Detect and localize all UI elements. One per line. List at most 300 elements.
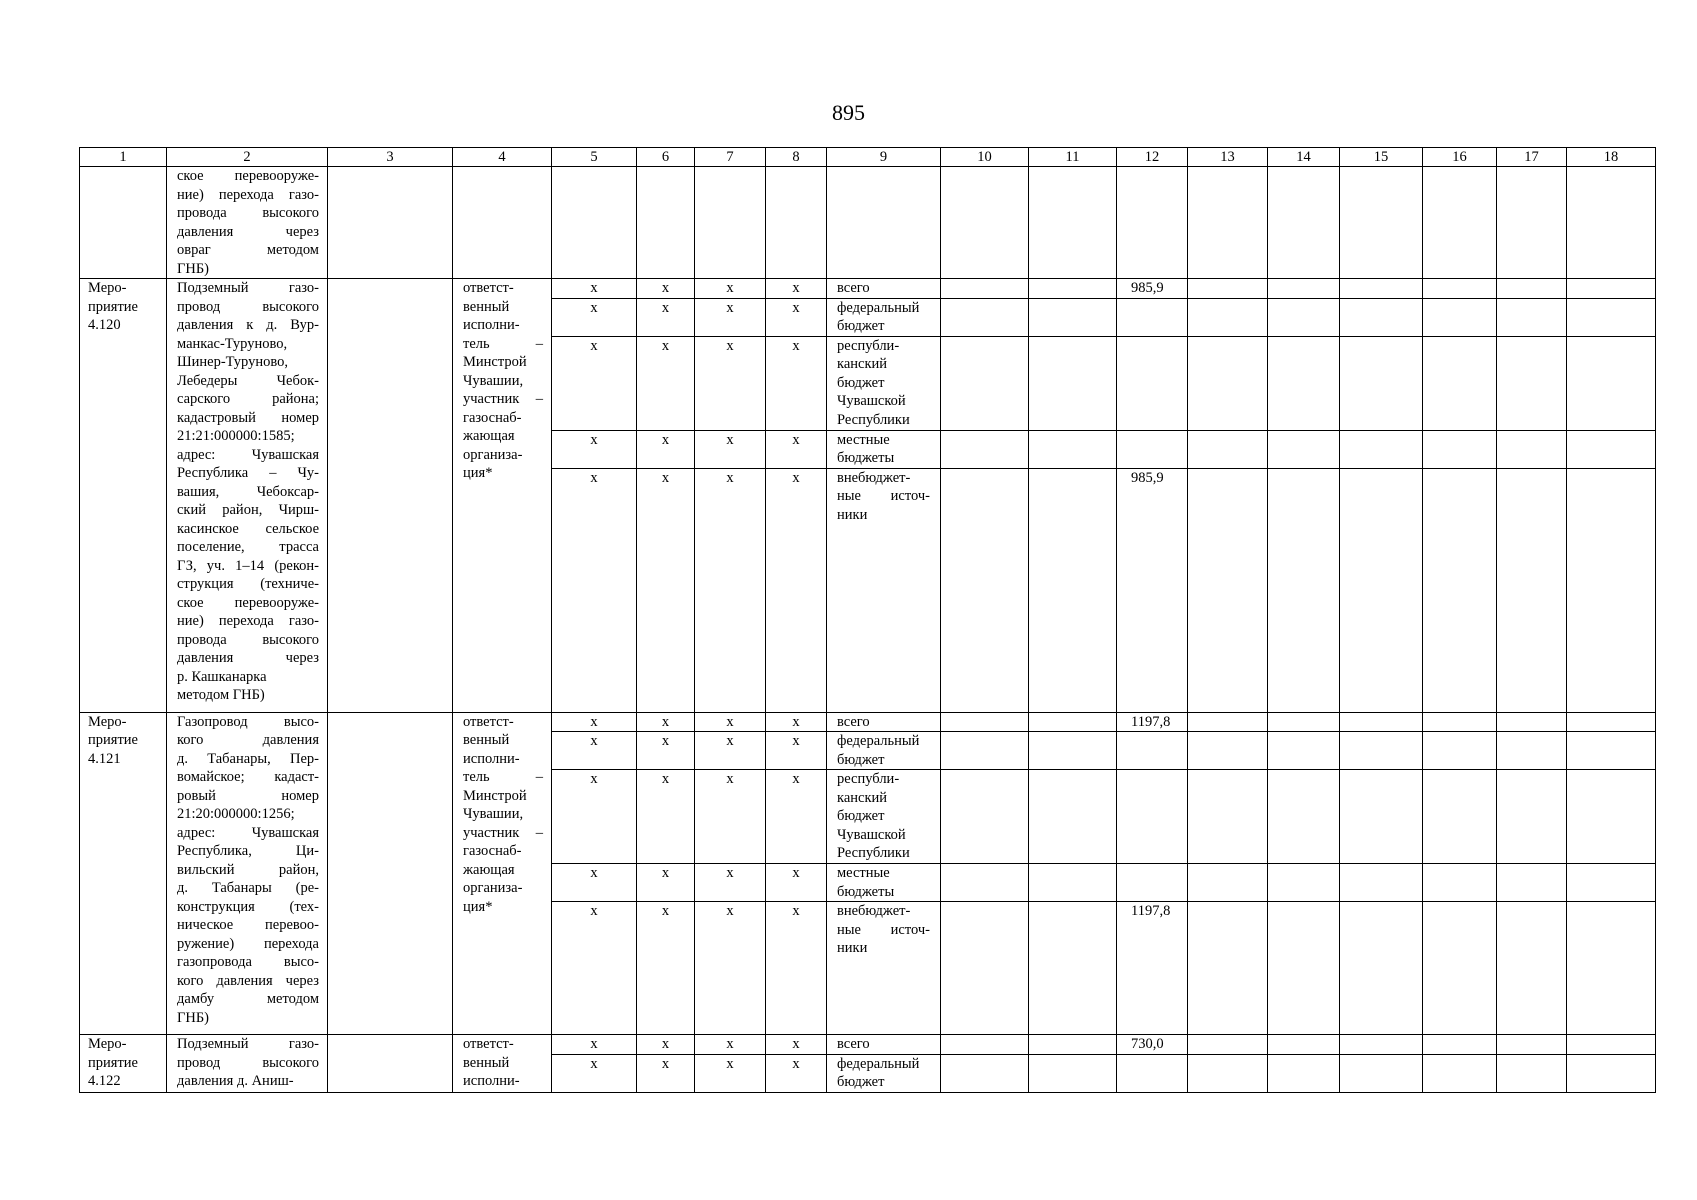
- column-header: 15: [1340, 148, 1423, 167]
- column-header: 18: [1567, 148, 1656, 167]
- empty-cell: [1029, 430, 1117, 468]
- funding-source-cell: [827, 712, 941, 732]
- responsible-cell: [453, 1035, 552, 1093]
- text-line: ский район, Чирш-: [177, 502, 319, 518]
- funding-source-cell: [827, 864, 941, 902]
- text-line: венный: [463, 732, 510, 748]
- empty-cell: [941, 770, 1029, 864]
- text-line: поселение, трасса: [177, 539, 319, 555]
- x-mark-cell: х: [766, 1054, 827, 1092]
- empty-cell: [1268, 712, 1340, 732]
- text-line: Чувашской: [837, 393, 906, 409]
- empty-cell: [328, 279, 453, 713]
- event-description-cell: [167, 1035, 328, 1093]
- text-line: бюджеты: [837, 883, 895, 900]
- column-header: 7: [695, 148, 766, 167]
- empty-cell: [1567, 336, 1656, 430]
- text-line: Подземный газо-: [177, 1036, 319, 1052]
- empty-cell: [1188, 864, 1268, 902]
- header-row: [80, 148, 1656, 167]
- amount-cell: [1117, 430, 1188, 468]
- empty-cell: [1567, 1054, 1656, 1092]
- funding-source-cell: [827, 336, 941, 430]
- amount-cell: 730,0: [1117, 1035, 1188, 1055]
- funding-source-cell: [827, 770, 941, 864]
- text-line: ные источ-: [837, 488, 930, 504]
- empty-cell: [552, 167, 637, 279]
- amount-cell: [1117, 336, 1188, 430]
- empty-cell: [941, 298, 1029, 336]
- x-mark-cell: х: [552, 336, 637, 430]
- empty-cell: [1340, 167, 1423, 279]
- empty-cell: [1567, 1035, 1656, 1055]
- x-mark-cell: х: [552, 430, 637, 468]
- empty-cell: [1497, 1035, 1567, 1055]
- text-line: давления через: [177, 223, 319, 240]
- text-line: кадастровый номер: [177, 409, 319, 426]
- text-line: венный: [463, 1054, 510, 1071]
- column-header: 1: [80, 148, 167, 167]
- event-id-cell: [80, 279, 167, 713]
- x-mark-cell: х: [637, 902, 695, 1035]
- x-mark-cell: х: [637, 864, 695, 902]
- x-mark-cell: х: [552, 712, 637, 732]
- x-mark-cell: х: [695, 902, 766, 1035]
- empty-cell: [1188, 712, 1268, 732]
- text-line: Республика, Ци-: [177, 843, 319, 859]
- x-mark-cell: х: [695, 336, 766, 430]
- event-id-cell: [80, 167, 167, 279]
- x-mark-cell: х: [552, 770, 637, 864]
- x-mark-cell: х: [766, 468, 827, 712]
- text-line: республи-: [837, 337, 900, 354]
- empty-cell: [1423, 167, 1497, 279]
- text-line: газопровода высо-: [177, 954, 319, 970]
- text-line: давления через: [177, 650, 319, 666]
- column-header: 16: [1423, 148, 1497, 167]
- text-line: 4.121: [88, 750, 121, 767]
- x-mark-cell: х: [637, 1035, 695, 1055]
- x-mark-cell: х: [695, 298, 766, 336]
- empty-cell: [941, 732, 1029, 770]
- empty-cell: [941, 1035, 1029, 1055]
- empty-cell: [941, 1054, 1029, 1092]
- text-line: всего: [837, 1036, 870, 1052]
- text-line: ское перевооруже-: [177, 168, 319, 184]
- empty-cell: [1188, 732, 1268, 770]
- empty-cell: [1423, 902, 1497, 1035]
- empty-cell: [1268, 902, 1340, 1035]
- text-line: ГНБ): [177, 260, 210, 277]
- event-id-cell: [80, 712, 167, 1035]
- text-line: Меро-: [88, 1036, 127, 1052]
- text-line: республи-: [837, 771, 900, 787]
- empty-cell: [941, 279, 1029, 299]
- x-mark-cell: х: [766, 279, 827, 299]
- empty-cell: [1268, 1054, 1340, 1092]
- column-header: 11: [1029, 148, 1117, 167]
- empty-cell: [1268, 770, 1340, 864]
- column-header: 2: [167, 148, 328, 167]
- text-line: ние) перехода газо-: [177, 613, 319, 629]
- text-line: Лебедеры Чебок-: [177, 372, 319, 389]
- text-line: ровый номер: [177, 787, 319, 804]
- empty-cell: [1497, 298, 1567, 336]
- text-line: местные: [837, 431, 890, 448]
- empty-cell: [1567, 732, 1656, 770]
- text-line: исполни-: [463, 317, 520, 333]
- text-line: внебюджет-: [837, 469, 911, 486]
- text-line: кого давления: [177, 732, 319, 748]
- text-line: федеральный: [837, 299, 920, 316]
- text-line: ответст-: [463, 280, 514, 296]
- empty-cell: [1268, 336, 1340, 430]
- text-line: ГЗ, уч. 1–14 (рекон-: [177, 557, 319, 574]
- empty-cell: [1497, 902, 1567, 1035]
- text-line: кого давления через: [177, 972, 319, 989]
- empty-cell: [1423, 468, 1497, 712]
- empty-cell: [1029, 167, 1117, 279]
- text-line: Минстрой: [463, 787, 527, 804]
- column-header: 4: [453, 148, 552, 167]
- x-mark-cell: х: [766, 336, 827, 430]
- text-line: р. Кашканарка: [177, 668, 267, 685]
- x-mark-cell: х: [637, 712, 695, 732]
- text-line: ные источ-: [837, 921, 930, 938]
- text-line: Чувашии,: [463, 806, 524, 822]
- x-mark-cell: х: [637, 770, 695, 864]
- text-line: 4.120: [88, 317, 121, 333]
- empty-cell: [1340, 1054, 1423, 1092]
- empty-cell: [1188, 902, 1268, 1035]
- x-mark-cell: х: [766, 902, 827, 1035]
- column-header: 14: [1268, 148, 1340, 167]
- empty-cell: [1423, 298, 1497, 336]
- x-mark-cell: х: [637, 298, 695, 336]
- column-header: 8: [766, 148, 827, 167]
- text-line: адрес: Чувашская: [177, 824, 319, 841]
- text-line: Меро-: [88, 280, 127, 296]
- table-row: [80, 279, 1656, 299]
- x-mark-cell: х: [695, 770, 766, 864]
- text-line: Чувашской: [837, 826, 906, 843]
- empty-cell: [1029, 1054, 1117, 1092]
- x-mark-cell: х: [695, 1035, 766, 1055]
- empty-cell: [1423, 279, 1497, 299]
- text-line: организа-: [463, 446, 523, 463]
- empty-cell: [1268, 167, 1340, 279]
- column-header: 10: [941, 148, 1029, 167]
- empty-cell: [941, 902, 1029, 1035]
- table-row: [80, 712, 1656, 732]
- amount-cell: [1117, 1054, 1188, 1092]
- x-mark-cell: х: [766, 732, 827, 770]
- empty-cell: [1567, 298, 1656, 336]
- empty-cell: [1268, 732, 1340, 770]
- text-line: организа-: [463, 880, 523, 896]
- text-line: Меро-: [88, 713, 127, 730]
- column-header: 13: [1188, 148, 1268, 167]
- empty-cell: [1340, 712, 1423, 732]
- table-row: [80, 167, 1656, 279]
- text-line: ответст-: [463, 1036, 514, 1052]
- text-line: Шинер-Туруново,: [177, 354, 288, 370]
- empty-cell: [1340, 279, 1423, 299]
- empty-cell: [1497, 167, 1567, 279]
- text-line: ники: [837, 940, 868, 956]
- text-line: методом ГНБ): [177, 687, 265, 703]
- text-line: участник –: [463, 391, 543, 407]
- empty-cell: [1188, 770, 1268, 864]
- empty-cell: [941, 468, 1029, 712]
- x-mark-cell: х: [695, 864, 766, 902]
- text-line: 4.122: [88, 1073, 121, 1089]
- empty-cell: [1268, 468, 1340, 712]
- empty-cell: [1497, 732, 1567, 770]
- text-line: приятие: [88, 732, 138, 748]
- text-line: жающая: [463, 428, 515, 444]
- empty-cell: [1567, 430, 1656, 468]
- text-line: федеральный: [837, 1055, 920, 1072]
- x-mark-cell: х: [766, 1035, 827, 1055]
- empty-cell: [1029, 864, 1117, 902]
- x-mark-cell: х: [637, 336, 695, 430]
- text-line: бюджет: [837, 374, 885, 391]
- text-line: приятие: [88, 1054, 138, 1071]
- empty-cell: [1497, 1054, 1567, 1092]
- funding-source-cell: [827, 732, 941, 770]
- text-line: манкас-Туруново,: [177, 335, 288, 352]
- empty-cell: [1340, 902, 1423, 1035]
- column-header: 9: [827, 148, 941, 167]
- text-line: ние) перехода газо-: [177, 186, 319, 203]
- x-mark-cell: х: [552, 864, 637, 902]
- column-header: 12: [1117, 148, 1188, 167]
- empty-cell: [1029, 468, 1117, 712]
- empty-cell: [1497, 712, 1567, 732]
- text-line: д. Табанары (ре-: [177, 880, 319, 896]
- text-line: давления к д. Вур-: [177, 317, 319, 333]
- empty-cell: [1029, 336, 1117, 430]
- text-line: 21:20:000000:1256;: [177, 806, 295, 822]
- responsible-cell: [453, 712, 552, 1035]
- amount-cell: 1197,8: [1117, 902, 1188, 1035]
- empty-cell: [1268, 864, 1340, 902]
- empty-cell: [1029, 770, 1117, 864]
- funding-source-cell: [827, 279, 941, 299]
- funding-source-cell: [827, 902, 941, 1035]
- text-line: ники: [837, 506, 868, 523]
- text-line: сарского района;: [177, 391, 319, 407]
- empty-cell: [1340, 336, 1423, 430]
- empty-cell: [941, 712, 1029, 732]
- empty-cell: [1340, 770, 1423, 864]
- empty-cell: [1497, 279, 1567, 299]
- x-mark-cell: х: [766, 864, 827, 902]
- text-line: газоснаб-: [463, 843, 522, 859]
- text-line: ружение) перехода: [177, 935, 319, 952]
- text-line: приятие: [88, 298, 138, 315]
- empty-cell: [1567, 864, 1656, 902]
- x-mark-cell: х: [695, 430, 766, 468]
- empty-cell: [1567, 279, 1656, 299]
- column-header: 3: [328, 148, 453, 167]
- x-mark-cell: х: [552, 1035, 637, 1055]
- x-mark-cell: х: [637, 468, 695, 712]
- text-line: бюджеты: [837, 450, 895, 466]
- empty-cell: [637, 167, 695, 279]
- text-line: адрес: Чувашская: [177, 446, 319, 463]
- text-line: вильский район,: [177, 861, 319, 878]
- empty-cell: [827, 167, 941, 279]
- empty-cell: [1423, 770, 1497, 864]
- empty-cell: [1423, 864, 1497, 902]
- x-mark-cell: х: [695, 279, 766, 299]
- text-line: ответст-: [463, 713, 514, 730]
- text-line: 21:21:000000:1585;: [177, 428, 295, 444]
- empty-cell: [1423, 430, 1497, 468]
- event-description-cell: [167, 279, 328, 713]
- empty-cell: [1340, 468, 1423, 712]
- text-line: Чувашии,: [463, 372, 524, 389]
- x-mark-cell: х: [637, 1054, 695, 1092]
- empty-cell: [453, 167, 552, 279]
- amount-cell: 985,9: [1117, 468, 1188, 712]
- responsible-cell: [453, 279, 552, 713]
- measures-table: [79, 147, 1656, 1093]
- x-mark-cell: х: [552, 902, 637, 1035]
- empty-cell: [1340, 430, 1423, 468]
- empty-cell: [1423, 712, 1497, 732]
- text-line: ция*: [463, 465, 493, 481]
- text-line: ское перевооруже-: [177, 594, 319, 611]
- text-line: струкция (техниче-: [177, 576, 319, 592]
- amount-cell: 1197,8: [1117, 712, 1188, 732]
- text-line: жающая: [463, 861, 515, 878]
- empty-cell: [1188, 298, 1268, 336]
- empty-cell: [1340, 298, 1423, 336]
- empty-cell: [1029, 732, 1117, 770]
- x-mark-cell: х: [766, 430, 827, 468]
- text-line: исполни-: [463, 1073, 520, 1089]
- text-line: вомайское; кадаст-: [177, 769, 319, 785]
- text-line: всего: [837, 713, 870, 730]
- empty-cell: [1567, 712, 1656, 732]
- text-line: Республики: [837, 411, 910, 428]
- empty-cell: [1497, 770, 1567, 864]
- text-line: дамбу методом: [177, 991, 319, 1007]
- text-line: исполни-: [463, 750, 520, 767]
- empty-cell: [1268, 1035, 1340, 1055]
- text-line: ническое перевоо-: [177, 917, 319, 933]
- text-line: Минстрой: [463, 354, 527, 370]
- text-line: тель –: [463, 335, 543, 352]
- x-mark-cell: х: [552, 279, 637, 299]
- empty-cell: [328, 1035, 453, 1093]
- empty-cell: [1567, 468, 1656, 712]
- empty-cell: [1188, 1035, 1268, 1055]
- text-line: канский: [837, 356, 888, 372]
- empty-cell: [1029, 712, 1117, 732]
- empty-cell: [1029, 279, 1117, 299]
- empty-cell: [1188, 336, 1268, 430]
- x-mark-cell: х: [695, 732, 766, 770]
- text-line: бюджет: [837, 318, 885, 334]
- x-mark-cell: х: [695, 1054, 766, 1092]
- text-line: всего: [837, 280, 870, 296]
- text-line: конструкция (тех-: [177, 898, 319, 915]
- x-mark-cell: х: [766, 712, 827, 732]
- funding-source-cell: [827, 298, 941, 336]
- empty-cell: [1340, 864, 1423, 902]
- empty-cell: [695, 167, 766, 279]
- empty-cell: [1567, 167, 1656, 279]
- text-line: местные: [837, 865, 890, 881]
- funding-source-cell: [827, 468, 941, 712]
- empty-cell: [1423, 1035, 1497, 1055]
- funding-source-cell: [827, 1054, 941, 1092]
- text-line: Подземный газо-: [177, 280, 319, 296]
- empty-cell: [1497, 468, 1567, 712]
- empty-cell: [941, 430, 1029, 468]
- x-mark-cell: х: [552, 468, 637, 712]
- empty-cell: [1188, 468, 1268, 712]
- text-line: провод высокого: [177, 1054, 319, 1071]
- empty-cell: [1567, 770, 1656, 864]
- text-line: ГНБ): [177, 1009, 210, 1026]
- empty-cell: [328, 167, 453, 279]
- text-line: ция*: [463, 898, 493, 915]
- text-line: федеральный: [837, 733, 920, 749]
- text-line: д. Табанары, Пер-: [177, 750, 319, 767]
- empty-cell: [1497, 864, 1567, 902]
- empty-cell: [328, 712, 453, 1035]
- amount-cell: [1117, 770, 1188, 864]
- x-mark-cell: х: [766, 770, 827, 864]
- empty-cell: [1268, 279, 1340, 299]
- x-mark-cell: х: [552, 1054, 637, 1092]
- empty-cell: [941, 167, 1029, 279]
- text-line: Газопровод высо-: [177, 713, 319, 730]
- amount-cell: [1117, 732, 1188, 770]
- amount-cell: 985,9: [1117, 279, 1188, 299]
- funding-source-cell: [827, 430, 941, 468]
- amount-cell: [1117, 864, 1188, 902]
- event-description-cell: [167, 167, 328, 279]
- empty-cell: [1117, 167, 1188, 279]
- text-line: венный: [463, 298, 510, 315]
- text-line: внебюджет-: [837, 903, 911, 919]
- text-line: давления д. Аниш-: [177, 1073, 294, 1089]
- column-header: 6: [637, 148, 695, 167]
- empty-cell: [1029, 1035, 1117, 1055]
- text-line: тель –: [463, 769, 543, 785]
- text-line: бюджет: [837, 1074, 885, 1090]
- text-line: бюджет: [837, 808, 885, 824]
- text-line: касинское сельское: [177, 520, 319, 537]
- text-line: провод высокого: [177, 298, 319, 315]
- empty-cell: [1497, 336, 1567, 430]
- amount-cell: [1117, 298, 1188, 336]
- x-mark-cell: х: [552, 732, 637, 770]
- x-mark-cell: х: [637, 279, 695, 299]
- table-row: [80, 1035, 1656, 1055]
- column-header: 5: [552, 148, 637, 167]
- empty-cell: [766, 167, 827, 279]
- empty-cell: [1268, 430, 1340, 468]
- text-line: газоснаб-: [463, 409, 522, 426]
- empty-cell: [1497, 430, 1567, 468]
